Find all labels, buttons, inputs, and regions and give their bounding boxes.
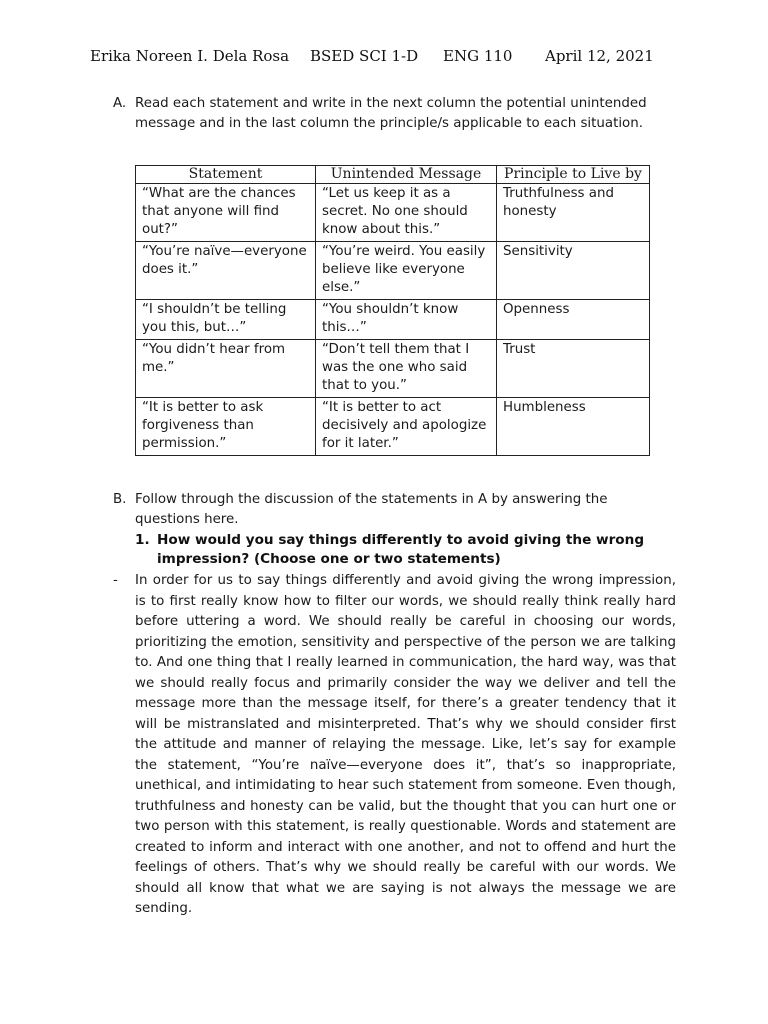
subject-code: ENG 110 [443, 47, 513, 65]
table-row [136, 184, 650, 242]
statement-cell: “I shouldn’t be telling you this, but…” [136, 300, 316, 340]
statement-cell: “You’re naïve—everyone does it.” [136, 242, 316, 300]
message-cell: “It is better to act decisively and apologize for it later.” [316, 398, 497, 456]
course-section: BSED SCI 1-D [310, 47, 419, 65]
message-cell: “Let us keep it as a secret. No one should know about this.” [316, 184, 497, 242]
principle-cell: Openness [497, 300, 650, 340]
message-cell: “You’re weird. You easily believe like everyone else.” [316, 242, 497, 300]
submission-date: April 12, 2021 [545, 47, 654, 65]
section-b-label: B. [113, 492, 127, 507]
question-text: How would you say things differently to avoid giving the wrong impression? (Choose one or two statements) [157, 532, 645, 567]
table-row [136, 398, 650, 456]
statements-table [135, 165, 650, 456]
header-principle: Principle to Live by [497, 166, 650, 184]
statement-cell: “You didn’t hear from me.” [136, 340, 316, 398]
principle-cell: Truthfulness and honesty [497, 184, 650, 242]
header-statement: Statement [136, 166, 316, 184]
statement-cell: “What are the chances that anyone will find out?” [136, 184, 316, 242]
header-unintended-message: Unintended Message [316, 166, 497, 184]
table-row [136, 340, 650, 398]
principle-cell: Sensitivity [497, 242, 650, 300]
answer-bullet: - [113, 573, 118, 588]
principle-cell: Trust [497, 340, 650, 398]
statement-cell: “It is better to ask forgiveness than permission.” [136, 398, 316, 456]
principle-cell: Humbleness [497, 398, 650, 456]
message-cell: “Don’t tell them that I was the one who said that to you.” [316, 340, 497, 398]
section-b-instruction: Follow through the discussion of the statements in A by answering the questions here. [135, 492, 608, 527]
table-row [136, 242, 650, 300]
answer-paragraph: In order for us to say things differently and avoid giving the wrong impression, is to first really know how to filter our words, we should really think really hard before uttering a word. We should really be careful in choosing our words, prioritizing the emotion, sensitivity and perspective of the person we are talking to. And one thing that I really learned in communication, the hard way, was that we should really focus and primarily consider the way we deliver and tell the message more than the message itself, for there’s a greater tendency that it will be mistranslated and misinterpreted. That’s why we should consider first the attitude and manner of relaying the message. Like, let’s say for example the statement, “You’re naïve—everyone does it”, that’s so inappropriate, unethical, and intimidating to hear such statement from someone. Even though, truthfulness and honesty can be valid, but the thought that you can hurt one or two person with this statement, is really questionable. Words and statement are created to inform and interact with one another, and not to offend and hurt the feelings of others. That’s why we should really be careful with our words. We should all know that what we are saying is not always the message we are sending. [135, 573, 676, 916]
section-a-instruction: Read each statement and write in the next column the potential unintended message and in the last column the principle/s applicable to each situation. [135, 96, 647, 131]
question-number: 1. [135, 532, 150, 548]
student-name: Erika Noreen I. Dela Rosa [90, 47, 290, 65]
table-row [136, 300, 650, 340]
section-a-label: A. [113, 96, 127, 111]
message-cell: “You shouldn’t know this…” [316, 300, 497, 340]
table-header-row [136, 166, 650, 184]
